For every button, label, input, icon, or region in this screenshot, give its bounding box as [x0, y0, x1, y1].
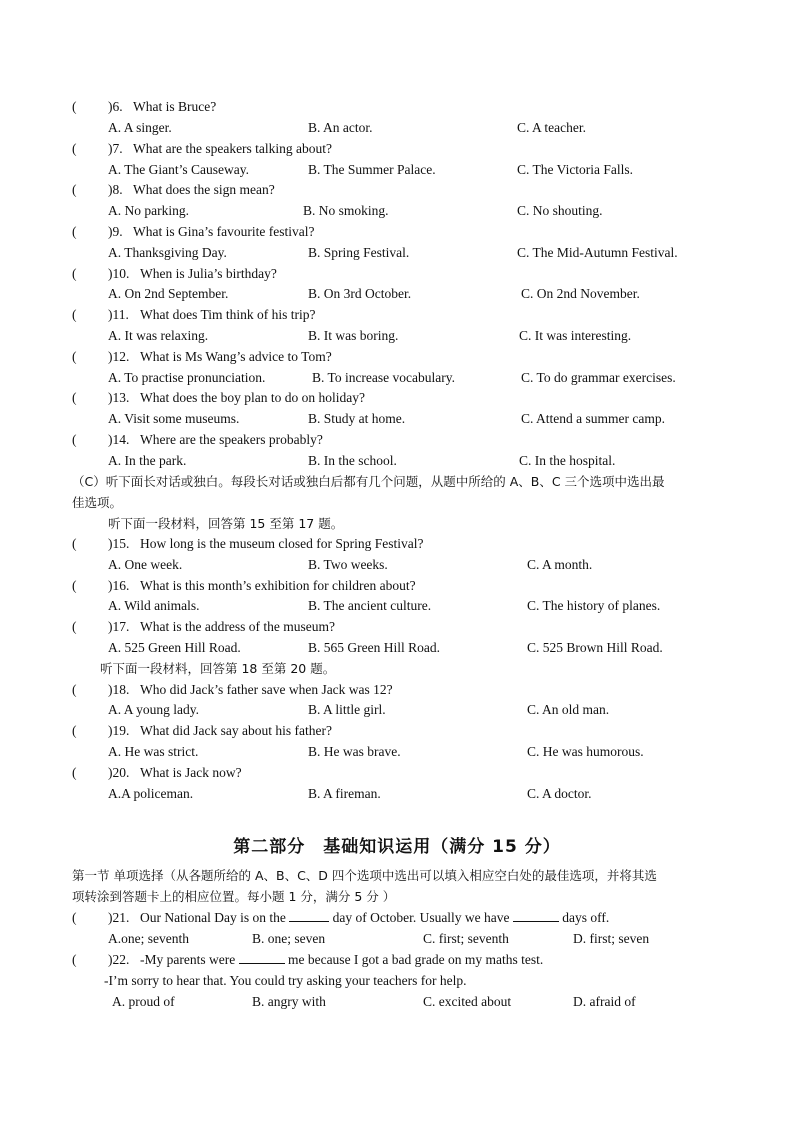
option-a: A. Visit some museums.: [108, 411, 240, 426]
question-row: ( )17. What is the address of the museum?: [0, 617, 794, 637]
question-row: ( )12. What is Ms Wang’s advice to Tom?: [0, 347, 794, 367]
question-row: ( )6. What is Bruce?: [0, 97, 794, 117]
options-row: [0, 118, 794, 138]
option-b: B. The ancient culture.: [308, 598, 432, 613]
question-text: When is Julia’s birthday?: [140, 266, 277, 281]
option-a: A. A young lady.: [108, 702, 199, 717]
options-row: [0, 326, 794, 346]
question-text: What is Gina’s favourite festival?: [133, 224, 315, 239]
options-row: [0, 700, 794, 720]
question-row: ( )14. Where are the speakers probably?: [0, 430, 794, 450]
question-text: What is Ms Wang’s advice to Tom?: [140, 349, 332, 364]
section-one-instruction-cont: 项转涂到答题卡上的相应位置。每小题 1 分，满分 5 分 ）: [72, 889, 396, 904]
question-text: What is Jack now?: [140, 765, 242, 780]
question-text: What is this month’s exhibition for children about?: [140, 578, 416, 593]
question-text: What does the boy plan to do on holiday?: [140, 390, 365, 405]
option-c: C. In the hospital.: [519, 453, 616, 468]
option-c: C. The history of planes.: [527, 598, 661, 613]
option-b: B. one; seven: [252, 931, 326, 946]
question-text: What did Jack say about his father?: [140, 723, 332, 738]
option-b: B. A fireman.: [308, 786, 381, 801]
question-text: Our National Day is on the day of October. Usually we have days off.: [140, 910, 610, 925]
material-intro-2: 听下面一段材料，回答第 18 至第 20 题。: [100, 661, 336, 676]
options-row: [0, 284, 794, 304]
dialogue-response: -I’m sorry to hear that. You could try asking your teachers for help.: [104, 973, 467, 988]
option-b: B. A little girl.: [308, 702, 386, 717]
option-c: C. The Mid-Autumn Festival.: [517, 245, 678, 260]
options-row: [0, 742, 794, 762]
question-row: ( )18. Who did Jack’s father save when Jack was 12?: [0, 680, 794, 700]
option-a: A. He was strict.: [108, 744, 199, 759]
options-row: [0, 368, 794, 388]
question-text: -My parents were me because I got a bad grade on my maths test.: [140, 952, 544, 967]
options-row: [0, 243, 794, 263]
option-b: B. He was brave.: [308, 744, 401, 759]
option-a: A. The Giant’s Causeway.: [108, 162, 249, 177]
option-d: D. afraid of: [573, 994, 636, 1009]
option-a: A. 525 Green Hill Road.: [108, 640, 241, 655]
option-c: C. 525 Brown Hill Road.: [527, 640, 663, 655]
option-c: C. No shouting.: [517, 203, 603, 218]
option-c: C. He was humorous.: [527, 744, 644, 759]
question-text: What is Bruce?: [133, 99, 217, 114]
question-text: How long is the museum closed for Spring Festival?: [140, 536, 424, 551]
question-row: ( )22. -My parents were me because I got a bad grade on my maths test.: [0, 950, 794, 970]
option-b: B. The Summer Palace.: [308, 162, 436, 177]
option-a: A.one; seventh: [108, 931, 189, 946]
option-c: C. first; seventh: [423, 931, 509, 946]
option-a: A. A singer.: [108, 120, 172, 135]
option-a: A. It was relaxing.: [108, 328, 209, 343]
question-row: ( )13. What does the boy plan to do on holiday?: [0, 388, 794, 408]
option-b: B. angry with: [252, 994, 326, 1009]
options-row: [0, 451, 794, 471]
question-row: ( )15. How long is the museum closed for Spring Festival?: [0, 534, 794, 554]
option-b: B. 565 Green Hill Road.: [308, 640, 440, 655]
part-two-title: 第二部分 基础知识运用（满分 15 分）: [233, 837, 561, 857]
option-c: C. It was interesting.: [519, 328, 632, 343]
question-row: ( )19. What did Jack say about his father?: [0, 721, 794, 741]
section-one-instruction: 第一节 单项选择（从各题所给的 A、B、C、D 四个选项中选出可以填入相应空白处的最佳选项，并将其选: [72, 868, 657, 883]
options-row: [0, 409, 794, 429]
question-row: ( )8. What does the sign mean?: [0, 180, 794, 200]
option-c: C. An old man.: [527, 702, 610, 717]
question-text: Who did Jack’s father save when Jack was 12?: [140, 682, 393, 697]
question-text: What does the sign mean?: [133, 182, 275, 197]
question-row: ( )10. When is Julia’s birthday?: [0, 264, 794, 284]
option-c: C. excited about: [423, 994, 512, 1009]
option-a: A. Wild animals.: [108, 598, 200, 613]
option-c: C. A teacher.: [517, 120, 586, 135]
option-c: C. On 2nd November.: [521, 286, 640, 301]
option-c: C. A doctor.: [527, 786, 592, 801]
answer-blank: [239, 963, 285, 964]
question-row: ( )11. What does Tim think of his trip?: [0, 305, 794, 325]
question-text: Where are the speakers probably?: [140, 432, 323, 447]
option-d: D. first; seven: [573, 931, 650, 946]
question-text: What does Tim think of his trip?: [140, 307, 316, 322]
option-a: A. proud of: [112, 994, 175, 1009]
option-b: B. An actor.: [308, 120, 373, 135]
option-c: C. The Victoria Falls.: [517, 162, 634, 177]
option-b: B. Study at home.: [308, 411, 406, 426]
option-a: A. To practise pronunciation.: [108, 370, 266, 385]
option-b: B. No smoking.: [303, 203, 389, 218]
options-row: [0, 929, 794, 949]
options-row: [0, 992, 794, 1012]
answer-blank: [513, 921, 559, 922]
option-b: B. Two weeks.: [308, 557, 388, 572]
question-text: What are the speakers talking about?: [133, 141, 333, 156]
options-row: [0, 555, 794, 575]
options-row: [0, 160, 794, 180]
options-row: [0, 201, 794, 221]
option-b: B. In the school.: [308, 453, 397, 468]
option-c: C. A month.: [527, 557, 593, 572]
question-row: ( )20. What is Jack now?: [0, 763, 794, 783]
options-row: [0, 784, 794, 804]
answer-blank: [289, 921, 329, 922]
option-b: B. It was boring.: [308, 328, 399, 343]
option-a: A. On 2nd September.: [108, 286, 229, 301]
material-intro-1: 听下面一段材料，回答第 15 至第 17 题。: [108, 516, 344, 531]
question-row: ( )7. What are the speakers talking about?: [0, 139, 794, 159]
option-c: C. Attend a summer camp.: [521, 411, 665, 426]
option-b: B. To increase vocabulary.: [312, 370, 456, 385]
option-c: C. To do grammar exercises.: [521, 370, 676, 385]
question-row: ( )16. What is this month’s exhibition for children about?: [0, 576, 794, 596]
option-a: A. One week.: [108, 557, 183, 572]
section-c-instruction: （C）听下面长对话或独白。每段长对话或独白后都有几个问题，从题中所给的 A、B、C 三个选项中选出最: [72, 474, 665, 489]
question-row: ( )21. Our National Day is on the day of October. Usually we have days off.: [0, 908, 794, 928]
option-a: A. Thanksgiving Day.: [108, 245, 227, 260]
question-row: ( )9. What is Gina’s favourite festival?: [0, 222, 794, 242]
option-a: A.A policeman.: [108, 786, 194, 801]
section-c-instruction-cont: 佳选项。: [72, 495, 123, 510]
options-row: [0, 638, 794, 658]
option-a: A. No parking.: [108, 203, 189, 218]
option-b: B. On 3rd October.: [308, 286, 412, 301]
options-row: [0, 596, 794, 616]
option-a: A. In the park.: [108, 453, 187, 468]
option-b: B. Spring Festival.: [308, 245, 410, 260]
question-text: What is the address of the museum?: [140, 619, 335, 634]
